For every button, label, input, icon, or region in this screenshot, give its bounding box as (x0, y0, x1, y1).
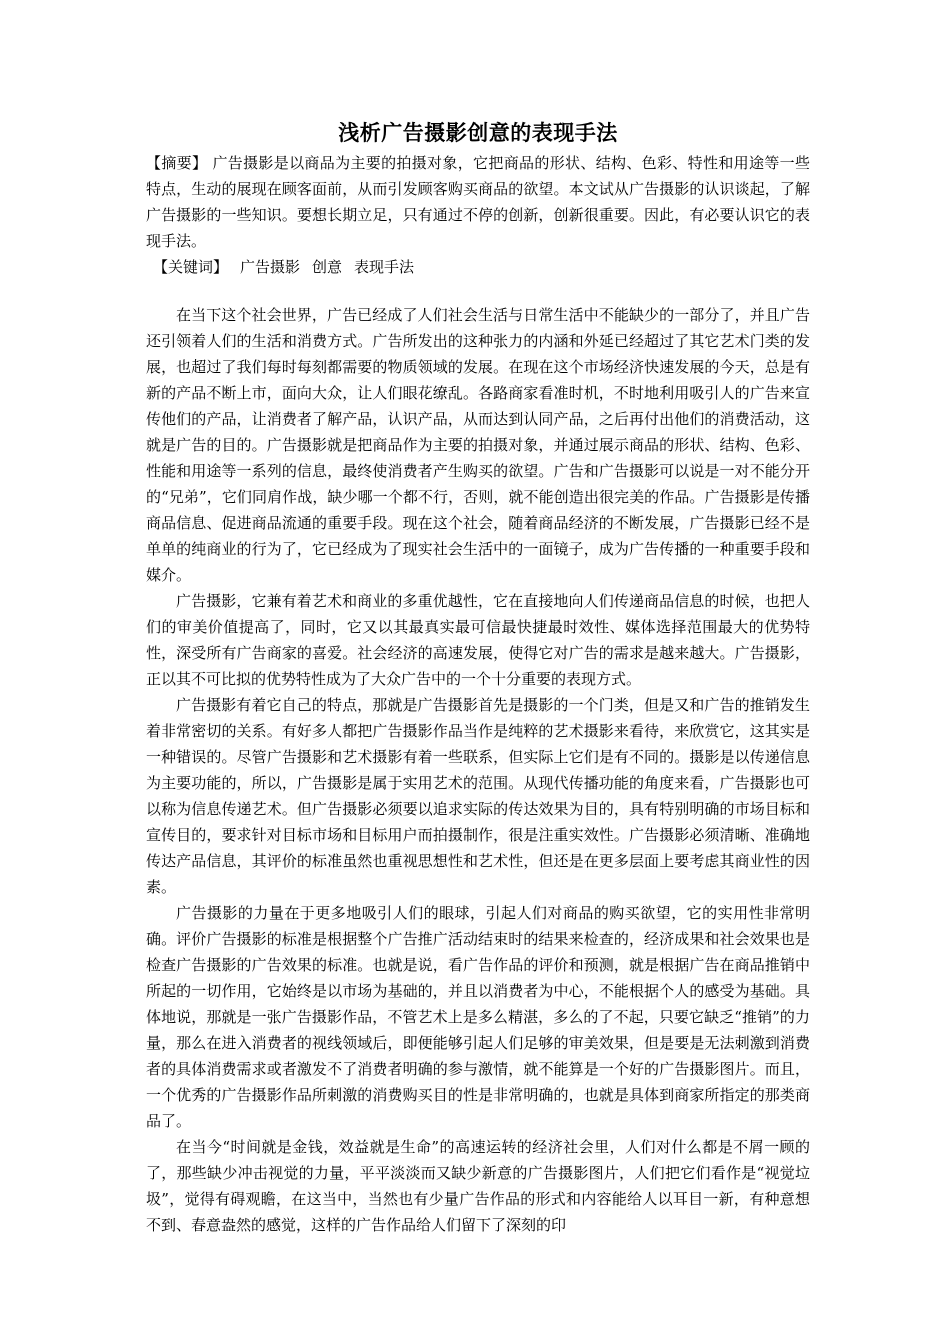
body-paragraph: 在当下这个社会世界，广告已经成了人们社会生活与日常生活中不能缺少的一部分了，并且广告还引领着人们的生活和消费方式。广告所发出的这种张力的内涵和外延已经超过了其它艺术门类的发展，也超过了我们每时每刻都需要的物质领域的发展。在现在这个市场经济快速发展的今天，总是有新的产品不断上市，面向大众，让人们眼花缭乱。各路商家看准时机，不时地利用吸引人的广告来宣传他们的产品，让消费者了解产品，认识产品，从而达到认同产品，之后再付出他们的消费活动，这就是广告的目的。广告摄影就是把商品作为主要的拍摄对象，并通过展示商品的形状、结构、色彩、性能和用途等一系列的信息，最终使消费者产生购买的欲望。广告和广告摄影可以说是一对不能分开的“兄弟”，它们同肩作战，缺少哪一个都不行，否则，就不能创造出很完美的作品。广告摄影是传播商品信息、促进商品流通的重要手段。现在这个社会，随着商品经济的不断发展，广告摄影已经不是单单的纯商业的行为了，它已经成为了现实社会生活中的一面镜子，成为广告传播的一种重要手段和媒介。 (146, 306, 810, 584)
abstract-text: 广告摄影是以商品为主要的拍摄对象，它把商品的形状、结构、色彩、特性和用途等一些特点，生动的展现在顾客面前，从而引发顾客购买商品的欲望。本文试从广告摄影的认识谈起，了解广告摄影的一些知识。要想长期立足，只有通过不停的创新，创新很重要。因此，有必要认识它的表现手法。 (146, 154, 810, 250)
keyword-item: 表现手法 (354, 258, 415, 276)
keyword-item: 创意 (312, 258, 343, 276)
abstract-label: 【摘要】 (146, 154, 208, 172)
keywords-label: 【关键词】 (153, 258, 229, 276)
body-paragraph: 在当今“时间就是金钱，效益就是生命”的高速运转的经济社会里，人们对什么都是不屑一顾的了，那些缺少冲击视觉的力量，平平淡淡而又缺少新意的广告摄影图片，人们把它们看作是“视觉垃圾”，觉得有碍观瞻，在这当中，当然也有少量广告作品的形式和内容能给人以耳目一新，有种意想不到、春意盎然的感觉，这样的广告作品给人们留下了深刻的印 (146, 1138, 810, 1234)
body-paragraph: 广告摄影有着它自己的特点，那就是广告摄影首先是摄影的一个门类，但是又和广告的推销发生着非常密切的关系。有好多人都把广告摄影作品当作是纯粹的艺术摄影来看待，来欣赏它，这其实是一种错误的。尽管广告摄影和艺术摄影有着一些联系，但实际上它们是有不同的。摄影是以传递信息为主要功能的，所以，广告摄影是属于实用艺术的范围。从现代传播功能的角度来看，广告摄影也可以称为信息传递艺术。但广告摄影必须要以追求实际的传达效果为目的，具有特别明确的市场目标和宣传目的，要求针对目标市场和目标用户而拍摄制作，很是注重实效性。广告摄影必须清晰、准确地传达产品信息，其评价的标准虽然也重视思想性和艺术性，但还是在更多层面上要考虑其商业性的因素。 (146, 696, 810, 896)
section-spacer (146, 280, 810, 302)
abstract (146, 150, 810, 254)
keyword-item: 广告摄影 (240, 258, 301, 276)
document-title: 浅析广告摄影创意的表现手法 (338, 120, 618, 145)
document-page (146, 118, 810, 1238)
keywords (146, 254, 810, 280)
body-paragraph: 广告摄影，它兼有着艺术和商业的多重优越性，它在直接地向人们传递商品信息的时候，也把人们的审美价值提高了，同时，它又以其最真实最可信最快捷最时效性、媒体选择范围最大的优势特性，深受所有广告商家的喜爱。社会经济的高速发展，使得它对广告的需求是越来越大。广告摄影，正以其不可比拟的优势特性成为了大众广告中的一个十分重要的表现方式。 (146, 592, 810, 688)
body-paragraph: 广告摄影的力量在于更多地吸引人们的眼球，引起人们对商品的购买欲望，它的实用性非常明确。评价广告摄影的标准是根据整个广告推广活动结束时的结果来检查的，经济成果和社会效果也是检查广告摄影的广告效果的标准。也就是说，看广告作品的评价和预测，就是根据广告在商品推销中所起的一切作用，它始终是以市场为基础的，并且以消费者为中心，不能根据个人的感受为基础。具体地说，那就是一张广告摄影作品，不管艺术上是多么精湛，多么的了不起，只要它缺乏“推销”的力量，那么在进入消费者的视线领域后，即便能够引起人们足够的审美效果，但是要是无法刺激到消费者的具体消费需求或者激发不了消费者明确的参与激情，就不能算是一个好的广告摄影图片。而且，一个优秀的广告摄影作品所刺激的消费购买目的性是非常明确的，也就是具体到商家所指定的那类商品了。 (146, 904, 810, 1130)
